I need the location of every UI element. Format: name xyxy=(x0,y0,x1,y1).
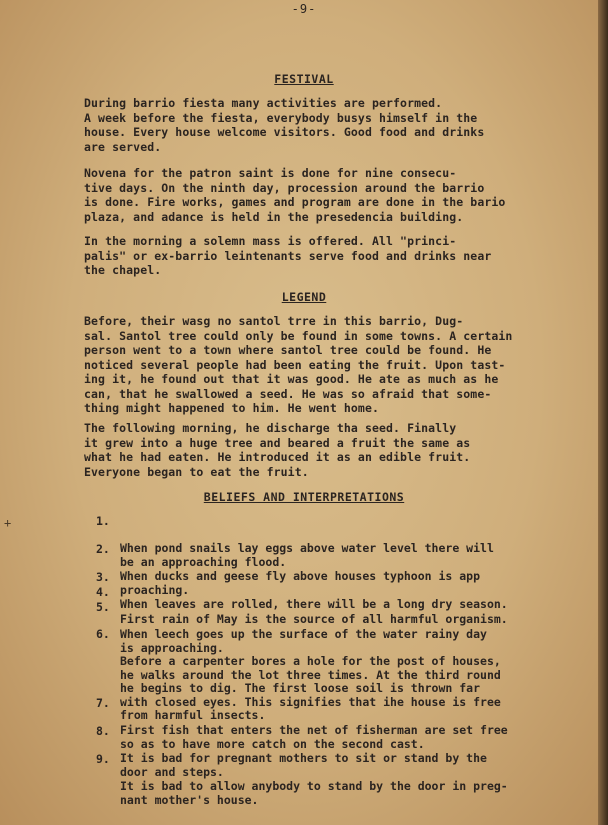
belief-number: 4. xyxy=(96,585,110,599)
belief-number: 2. xyxy=(96,542,110,556)
festival-paragraph-1: During barrio fiesta many activities are performed. A week before the fiesta, everybody busys himself in the house. Every house welcome visitors. Good food and drinks are served. xyxy=(84,96,485,154)
belief-number: 6. xyxy=(96,627,110,641)
page-edge xyxy=(598,0,608,825)
belief-number: 7. xyxy=(96,696,110,710)
festival-heading: FESTIVAL xyxy=(274,72,334,86)
belief-number: 1. xyxy=(96,514,110,528)
legend-paragraph-2: The following morning, he discharge tha seed. Finally it grew into a huge tree and beared a fruit the same as what he had eaten. He introduced it as an edible fruit. Everyone began to eat the fruit. xyxy=(84,421,471,479)
legend-heading: LEGEND xyxy=(281,290,327,304)
festival-paragraph-2: Novena for the patron saint is done for nine consecu- tive days. On the ninth day, procession around the barrio is done. Fire works, games and program are done in the bario plaza, and adance is held in the presedencia building. xyxy=(84,166,506,224)
beliefs-heading: BELIEFS AND INTERPRETATIONS xyxy=(203,490,405,504)
belief-text: It is bad for pregnant mothers to sit or stand by the door and steps. xyxy=(120,751,487,779)
festival-paragraph-3: In the morning a solemn mass is offered. All "princi- palis" or ex-barrio leintenants serve food and drinks near the chapel. xyxy=(84,234,492,277)
belief-number: 8. xyxy=(96,724,110,738)
belief-number: 5. xyxy=(96,600,110,614)
belief-text: It is bad to allow anybody to stand by the door in preg- nant mother's house. xyxy=(120,779,508,807)
belief-text: When pond snails lay eggs above water level there will be an approaching flood. xyxy=(120,541,494,569)
belief-text: When leech goes up the surface of the water rainy day is approaching. xyxy=(120,627,487,655)
page-number: -9- xyxy=(291,2,317,16)
margin-mark: + xyxy=(4,516,12,530)
belief-item-9 xyxy=(96,753,558,821)
belief-text: When ducks and geese fly above houses typhoon is app proaching. xyxy=(120,569,481,597)
belief-number: 3. xyxy=(96,570,110,584)
legend-paragraph-1: Before, their wasg no santol trre in this barrio, Dug- sal. Santol tree could only be found in some towns. A certain person went to a town where santol tree could be found. He noticed several people had been eating the fruit. Upon tast- ing it, he found out that it was good. He ate as much as he can, that he swallowed a seed. He was so afraid that some- thing might happened to him. He went home. xyxy=(84,314,513,415)
belief-text: When leaves are rolled, there will be a long dry season. xyxy=(120,597,508,611)
belief-text: Before a carpenter bores a hole for the post of houses, he walks around the lot three times. At the third round he begins to dig. The first loose soil is thrown far with closed eyes. This signifies that ihe house is free from harmful insects. xyxy=(120,654,501,722)
belief-text: First rain of May is the source of all harmful organism. xyxy=(120,612,508,626)
belief-number: 9. xyxy=(96,752,110,766)
belief-text: First fish that enters the net of fisherman are set free so as to have more catch on the second cast. xyxy=(120,723,508,751)
